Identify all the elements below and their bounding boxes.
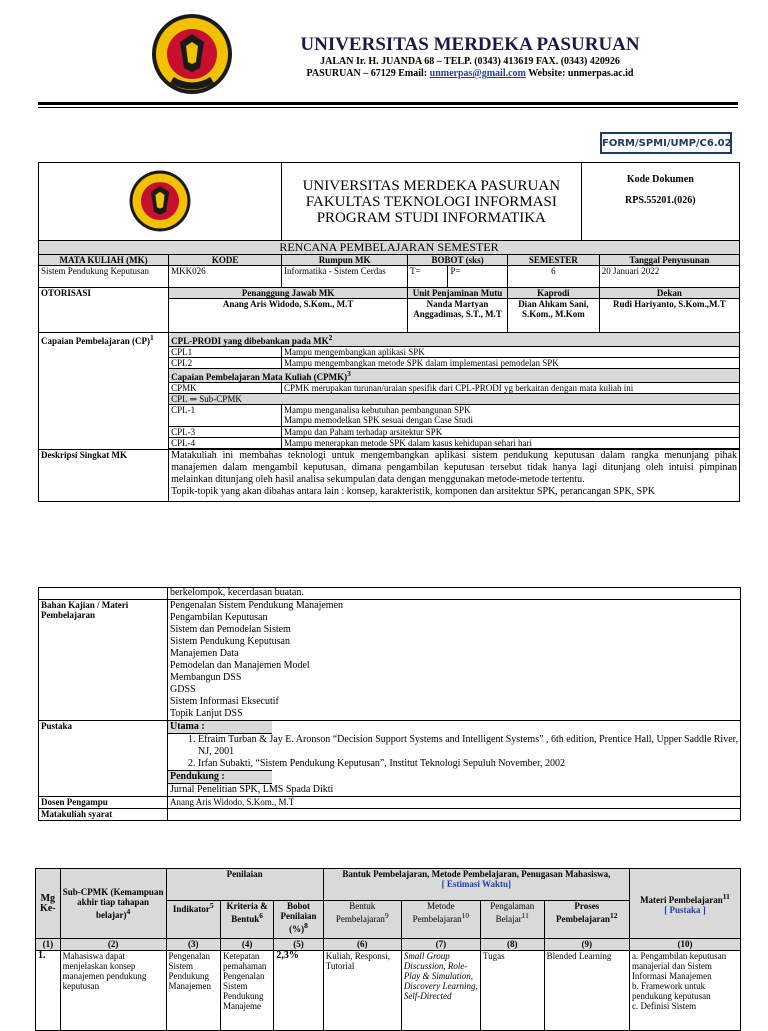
kode-dokumen-cell: Kode Dokumen RPS.55201.(026) xyxy=(581,163,739,241)
bahan-list: Pengenalan Sistem Pendukung Manajemen Pengambilan Keputusan Sistem dan Pemodelan Sistem Sistem Pendukung Keputusan Manajemen Data Pemodelan dan Manajemen Model Membangun DSS GDSS Sistem Informasi Eksecutif Topik Lanjut DSS xyxy=(168,600,741,721)
email-link[interactable]: unmerpas@gmail.com xyxy=(429,68,526,79)
letterhead xyxy=(240,34,700,80)
address-line-1: JALAN Ir. H. JUANDA 68 – TELP. (0343) 413619 FAX. (0343) 420926 xyxy=(320,56,620,67)
rps-title: RENCANA PEMBELAJARAN SEMESTER xyxy=(39,241,740,255)
address-line-2: PASURUAN – 67129 Email: unmerpas@gmail.com Website: unmerpas.ac.id xyxy=(306,68,634,79)
university-logo-small xyxy=(127,169,193,233)
rps-table-page1: UNIVERSITAS MERDEKA PASURUAN FAKULTAS TEKNOLOGI INFORMASI PROGRAM STUDI INFORMATIKA Kode Dokumen RPS.55201.(026) RENCANA PEMBELAJARAN SEMESTER MATA KULIAH (MK) KODE Rumpun MK BOBOT (sks) SEMESTER Tanggal Penyusunan Sistem Pendukung Keputusan MKK026 Informatika - Sistem Cerdas T= P= 6 20 Januari 2022 OTORISASI Penanggung Jawab MK Unit Penjaminan Mutu Kaprodi Dekan Anang Aris Widodo, S.Kom., M.T Nanda Martyan Anggadimas, S.T., M.T Dian Ahkam Sani, S.Kom., M.Kom Rudi Hariyanto, S.Kom.,M.T Capaian Pembelajaran (CP)$^1$ CPL-PRODI yang dibebankan pada $MK^2$ CPL1 Mampu mengembangkan aplikasi SPK CPL2 Mampu mengembangkan metode SPK dalam implementasi pemodelan SPK Capaian Pembelajaran Mata Kuliah (CPMK)$^3$ CPMK CPMK merupakan turunan/uraian spesifik dari CPL-PRODI yg berkaitan dengan mata kuliah ini CPL ⇒ Sub-CPMK CPL-1 Mampu menganalisa kebutuhan pembangunan SPK Mampu memodelkan SPK sesuai dengan Case Studi CPL-3 Mampu dan Paham terhadap arsitektur SPK CPL-4 Mampu menerapkan metode SPK dalam kasus kehidupan sehari hari Deskripsi Singkat MK Matakuliah ini membahas teknologi untuk mengembangkan aplikasi sistem pendukung keputusan dalam rangka menunjang pihak manajemen dalam mengambil keputusan, dimana pengambilan keputusan tersebut tidak hanya lagi ditunjang oleh intuisi pimpinan melainkan ditunjang oleh hasil analisa sekumpulan data dengan menggunakan metode-metode tertentu. Topik-topik yang akan dibahas antara lain : konsep, karakteristik, komponen dan arsitektur SPK, perancangan SPK, SPK xyxy=(38,162,740,502)
form-code-box: FORM/SPMI/UMP/C6.02 xyxy=(600,132,732,154)
rps-table-page2: berkelompok, kecerdasan buatan. Bahan Kajian / Materi Pembelajaran Pengenalan Sistem Pendukung Manajemen Pengambilan Keputusan Sistem dan Pemodelan Sistem Sistem Pendukung Keputusan Manajemen Data Pemodelan dan Manajemen Model Membangun DSS GDSS Sistem Informasi Eksecutif Topik Lanjut DSS Pustaka Utama : 1. Efraim Turban & Jay E. Aronson “Decision Support Systems and Intelligent Systems” , 6th edition, Prentice Hall, Upper Saddle River, NJ, 2001 2. Irfan Subakti, “Sistem Pendukung Keputusan”, Institut Teknologi Sepuluh November, 2002 Pendukung : Jurnal Penelitian SPK, LMS Spada Dikti Dosen Pengampu Anang Aris Widodo, S.Kom., M.T Matakuliah syarat xyxy=(38,587,741,821)
letterhead-divider-thin xyxy=(38,107,738,108)
cp-label: Capaian Pembelajaran (CP)$^1$ xyxy=(39,333,169,450)
pustaka-cell: Utama : 1. Efraim Turban & Jay E. Aronson “Decision Support Systems and Intelligent Systems” , 6th edition, Prentice Hall, Upper Saddle River, NJ, 2001 2. Irfan Subakti, “Sistem Pendukung Keputusan”, Institut Teknologi Sepuluh November, 2002 Pendukung : Jurnal Penelitian SPK, LMS Spada Dikti xyxy=(168,721,741,797)
header-title-cell: UNIVERSITAS MERDEKA PASURUAN FAKULTAS TEKNOLOGI INFORMASI PROGRAM STUDI INFORMATIKA xyxy=(282,163,582,241)
letterhead-divider xyxy=(38,102,738,105)
deskripsi-text: Matakuliah ini membahas teknologi untuk mengembangkan aplikasi sistem pendukung keputusan dalam rangka menunjang pihak manajemen dalam mengambil keputusan, dimana pengambilan keputusan tersebut tidak hanya lagi ditunjang oleh intuisi pimpinan melainkan ditunjang oleh hasil analisa sekumpulan data dengan menggunakan metode-metode tertentu. Topik-topik yang akan dibahas antara lain : konsep, karakteristik, komponen dan arsitektur SPK, perancangan SPK, SPK xyxy=(169,450,740,502)
university-name: UNIVERSITAS MERDEKA PASURUAN xyxy=(300,34,640,55)
header-logo-cell xyxy=(39,163,282,241)
table-row: 1. Mahasiswa dapat menjelaskan konsep manajemen pendukung keputusan Pengenalan Sistem Pendukung Manajemen Ketepatan pemahaman Pengenalan Sistem Pendukung Manajeme 2,3% Kuliah, Responsi, Tutorial Small Group Discussion, Role-Play & Simulation, Discovery Learning, Self-Directed Tugas Blended Learning a. Pengambilan keputusan manajerial dan Sistem Informasi Manajemen b. Framework untuk pendukung keputusan c. Definisi Sistem xyxy=(36,951,741,1031)
weekly-plan-table: Mg Ke- Sub-CPMK (Kemampuan akhir tiap tahapan belajar)$^4$ Penilaian Bantuk Pembelajaran, Metode Pembelajaran, Penugasan Mahasiswa, [ Estimasi Waktu] Materi Pembelajaran$^{11}$ [ Pustaka ] Indikator$^5$ Kriteria & Bentuk$^6$ Bobot Penilaian (%)$^8$ Bentuk Pembelajaran$^9$ Metode Pembelajaran$^{10}$ Pengalaman Belajar$^{11}$ Proses Pembelajaran$^{12}$ (1) (2) (3) (4) (5) (6) (7) (8) (9) (10) 1. Mahasiswa dapat menjelaskan konsep manajemen pendukung keputusan Pengenalan Sistem Pendukung Manajemen Ketepatan pemahaman Pengenalan Sistem Pendukung Manajeme 2,3% Kuliah, Responsi, Tutorial Small Group Discussion, Role-Play & Simulation, Discovery Learning, Self-Directed Tugas Blended Learning a. Pengambilan keputusan manajerial dan Sistem Informasi Manajemen b. Framework untuk pendukung keputusan c. Definisi Sistem xyxy=(35,868,741,1031)
university-logo xyxy=(150,12,234,96)
